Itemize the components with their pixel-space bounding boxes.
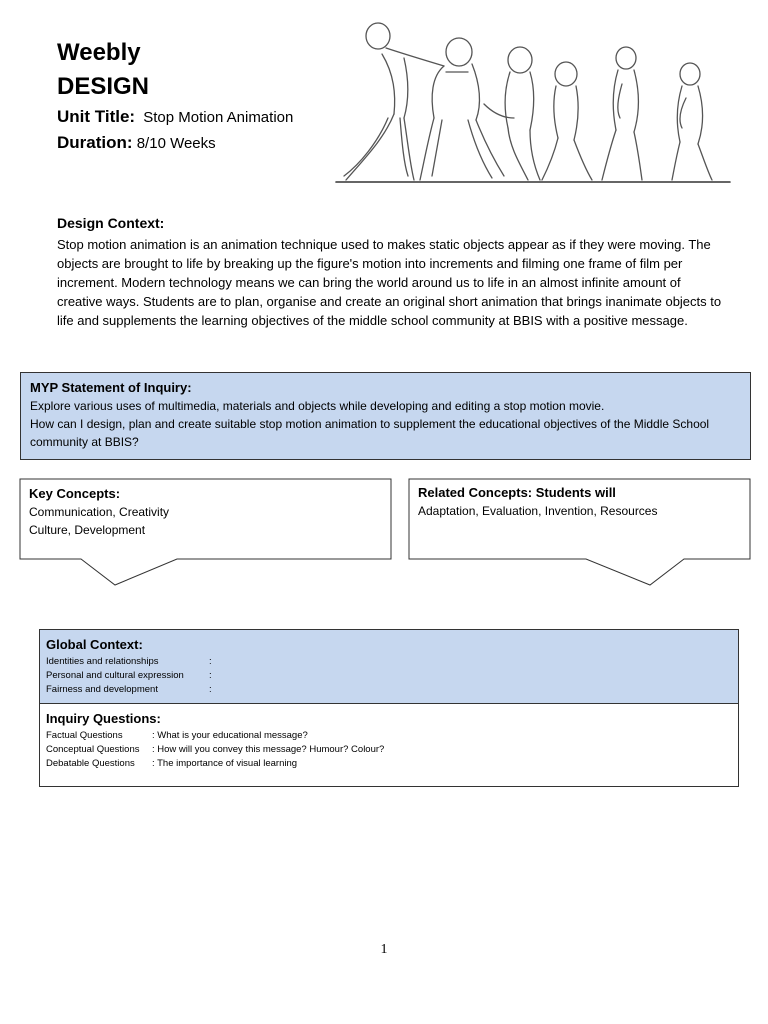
unit-title-label: Unit Title: — [57, 107, 136, 126]
context-inquiry-table — [39, 629, 739, 787]
figure-5 — [602, 47, 642, 180]
global-context-item — [46, 683, 732, 697]
inquiry-value: : The importance of visual learning — [152, 758, 298, 769]
inquiry-label: Factual Questions — [46, 730, 123, 741]
key-concepts-line-1: Communication, Creativity — [29, 505, 170, 519]
global-context-item — [46, 669, 732, 683]
inquiry-item — [46, 757, 732, 771]
design-context-heading: Design Context: — [57, 215, 165, 231]
global-context-sep: : — [209, 684, 212, 695]
design-context-text: Stop motion animation is an animation technique used to makes static objects appear as if they were moving. The objects are brought to life by breaking up the figure's motion into increments and filming one frame of film per increment. Modern technology means we can bring the world around us to life in an almost infinite amount of creative ways. Students are to plan, organise and create an original short animation that brings inanimate objects to life and supplements the learning objectives of the middle school community at BBIS with a positive message. — [57, 237, 722, 328]
figure-6 — [672, 63, 712, 180]
figure-3 — [484, 47, 540, 180]
related-concepts-line-1: Adaptation, Evaluation, Invention, Resources — [418, 504, 658, 518]
unit-title-value: Stop Motion Animation — [143, 109, 294, 126]
global-context-label: Fairness and development — [46, 684, 158, 695]
global-context-label: Personal and cultural expression — [46, 670, 184, 681]
global-context-item — [46, 655, 732, 669]
inquiry-item — [46, 743, 732, 757]
title-line-1: Weebly — [57, 39, 141, 66]
global-context-heading: Global Context: — [46, 637, 143, 652]
related-concepts-heading: Related Concepts: Students will — [418, 485, 616, 500]
inquiry-value: : What is your educational message? — [152, 730, 308, 741]
key-concepts-line-2: Culture, Development — [29, 523, 146, 537]
walk-cycle-illustration — [334, 14, 732, 190]
title-line-2: DESIGN — [57, 73, 150, 100]
inquiry-questions-heading: Inquiry Questions: — [46, 711, 161, 726]
duration-label: Duration: — [57, 133, 133, 152]
global-context-section — [40, 630, 738, 704]
inquiry-item — [46, 729, 732, 743]
related-concepts-callout — [408, 478, 751, 586]
myp-line-1: Explore various uses of multimedia, materials and objects while developing and editing a stop motion movie. — [30, 399, 605, 413]
global-context-label: Identities and relationships — [46, 656, 159, 667]
global-context-sep: : — [209, 656, 212, 667]
myp-line-2: How can I design, plan and create suitable stop motion animation to supplement the educational objectives of the Middle School community at BBIS? — [30, 417, 710, 449]
global-context-sep: : — [209, 670, 212, 681]
duration-value: 8/10 Weeks — [136, 135, 216, 152]
inquiry-label: Debatable Questions — [46, 758, 135, 769]
inquiry-questions-section — [40, 704, 738, 777]
key-concepts-callout — [19, 478, 392, 586]
figure-2 — [420, 38, 504, 180]
page-number: 1 — [380, 942, 388, 957]
duration — [57, 130, 216, 157]
figure-4 — [542, 62, 592, 180]
myp-heading: MYP Statement of Inquiry: — [30, 380, 192, 395]
key-concepts-heading: Key Concepts: — [29, 486, 121, 501]
unit-title — [57, 104, 293, 131]
inquiry-value: : How will you convey this message? Humour? Colour? — [152, 744, 385, 755]
figure-1 — [344, 23, 444, 180]
myp-statement-box — [20, 372, 751, 460]
inquiry-label: Conceptual Questions — [46, 744, 140, 755]
